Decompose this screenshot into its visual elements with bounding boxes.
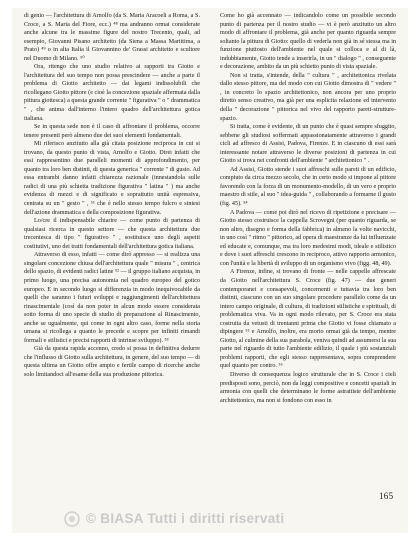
document-page bbox=[12, 8, 408, 533]
paragraph: Se in questa sede non è il caso di affrontare il problema, occorre tenere presenti però almeno due dei suoi elementi fondamentali. bbox=[24, 124, 200, 139]
paragraph: di genio — l'architettura di Arnolfo (da S. Maria Aracoeli a Roma, a S. Croce, a S. Maria del Fiore, ecc.) ⁴⁸ ma andranno ormai considerate anche alcune tra le massime figure del nostro Trecento, quali, ad esempio, Giovanni Pisano architetto (da Siena a Massa Marittima, a Prato) ⁴⁹ o in alta Italia il Giovannino de' Grassi architetto e scultore nel Duomo di Milano. ⁵⁰ bbox=[24, 13, 200, 62]
paragraph: Diverso di consequenza logico strutturale che in S. Croce i cieli predisposti sono, perciò, non da leggi compositive e concetti spaziali in armonia con quelli che determinano le forme astrattiste dell'ambiente architettonico, ma non si fondono con esso in bbox=[220, 371, 396, 404]
right-column bbox=[220, 12, 396, 405]
paragraph: Si tratta, come è evidente, di un punto che è quasi sempre sfuggito, sebbene gli studiosi soffermati appassionatamente attraverso i grandi cicli ad affresco di Assisi, Padova, Firenze. E in ciascuno di essi sarà interessante notare attraverso le diverse posizioni di partenza in cui Giotto si trova nei confronti dell'ambiente " architettonico " . bbox=[220, 124, 396, 165]
paragraph: Attraverso di esso, infatti — come dirò appresso — si realizza una singolare concezione chiusa dell'architettura quale " misura " , centrica dello spazio, di evidenti radici latine ⁵² — il gruppo italiano acquista, in primo luogo, una precisa autonomia nel quadro europeo del gotico europeo. E in secondo luogo si differenzia in modo inequivocabile da quelli che saranno i futuri sviluppi e raggiungimenti dell'architettura rinascimentale (così da non poter in alcun modo essere considerata sotto forma di uno specie di studio di preparazione al Rinascimento, anche se ugualmente, qui come in ogni altro caso, forme nella storia umana si ricollega a quanto le precede e scopre per infiniti rimandi formali e stilistici e precisi rapporti di intrinse sviluppo). ⁵³ bbox=[24, 252, 200, 344]
paragraph: Mi riferisco anzitutto alla già citata posizione reciproca in cui si trovano, da questo punto di vista, Arnolfo e Giotto. Direi infatti che essi rappresentino due paralleli momenti di approfondimento, per quanto tra loro ben distinti, di questa generica " corrente " di gusto. Ad essa entrambi danno infatti chiarezza razionale (innestandola sulle radici di una più schietta tradizione figurativa " latina " ) ma anche evidenza di mezzi e di significato e soprattutto unità espressiva, centrata su un " gesto " , ⁵¹ che è nello stesso tempo fulcro e sintesi dell'azione drammatica e della composizione figurativa. bbox=[24, 141, 200, 216]
paragraph: Ad Assisi, Giotto stende i suoi affreschi sulle pareti di un edificio, compiuto da circa mezzo secolo, che in certo modo si impone al pittore favorendo con la forza di un monumento-modello, di un vero e proprio maestro di stile, al suo " idea-guida " , collaborando a formarne il gusto (fig. 45). ⁵⁴ bbox=[220, 166, 396, 208]
paragraph: Lo/cre il indispensabile chiarire — come punto di partenza di qualsiasi ricerca in questo settore — che questa architettura due trecentesca di tipo " figurativo " , sostituisce uno degli aspetti costitutivi, uno dei tratti fondamentali dell'architettura gotica italiana. bbox=[24, 218, 200, 250]
paragraph: A Firenze, infine, si trovano di fronte — nelle cappelle affrescate da Giotto nell'architettura S. Croce (fig. 47) — due generi contemporanei e consapevoli, concernenti e tuttavia tra loro ben distinti, ciascuno con un suo singolare procedere parallelo come da un intero campo originale, di cultura, di tradizioni stilistiche e spirituali, di problematica viva. Va in ogni modo rilevato, per S. Croce era stata costruita da vetusti di trentanni prima che Giotto vi fosse chiamato a dipingere ⁵⁵ e Arnolfo, inoltre, era morto ormai già da tempo, mentre Giotto, al culmine della sua parabola, veniva quindi ad assumersi la sua parte nel riguardo di tutto l'ambiente edilizio, il quale i più sostanziali problemi rapporti, che egli stesso rappresentava, sopra comprendere quel quanto per contro. ⁵⁶ bbox=[220, 269, 396, 370]
library-seal-icon bbox=[64, 511, 80, 527]
left-column bbox=[24, 12, 200, 380]
paragraph: Già da questa rapida accenno, credo si possa in definitiva dedurre che l'influsso di Giotto sulla architettura, in genere, del suo tempo — di questa ultima un Giotto offre ampio e fertile campo di ricerche anche solo limitandoci all'esame della sua produzione pittorica. bbox=[24, 346, 200, 378]
paragraph: Come ho già accennato — indicandolo come un possibile secondo punto di partenza per il nostro studio — vi è però anzitutto un altro modo di affrontare il problema, già anche per quanto riguarda sempre soltanto la pittura di Giotto: quello di vederla non già in sé stessa ma in funzione piuttosto dell'ambiente nel quale si colloca e al di là, indubbiamente, Giotto tende a inserirla, in un " dialogo " , conseguente e decorazione, ambito da un più schietto punto di vista spaziale. bbox=[220, 13, 396, 71]
watermark-text: © BIASA Tutti i diritti riservati bbox=[86, 511, 285, 526]
paragraph: Non si tratta, s'intende, della " cultura " , architettonica rivelata dallo stesso pittore, ma del modo con cui Giotto dimostra di " vedere " , in concreto lo spazio architettonico, non ancora per uno proprio diretto senso creativo, ma già per una esplicita relazione ed intervento della " decorazione " pittorica nel vivo del rapporto pareti-strutture-spazio. bbox=[220, 72, 396, 122]
page-number: 165 bbox=[379, 491, 394, 501]
paragraph: Ora, ritengo che uno studio relativo ai rapporti tra Giotto e l'architettura del suo tempo non possa prescindere — anche a parte il problema di Giotto architetto — dai legami indissolubili che ricollegano Giotto pittore (e cioè la concezione spaziale affermata dalla pittura giottesca) a questa grande corrente " figurativa " o " drammatica " , che anima dall'interno l'intero quadro dell'architettura gotica italiana. bbox=[24, 64, 200, 122]
paragraph: A Padova — come poi dirò nel ricevo di ripetizione e precisare — Giotto stesso costruisce la cappella Scrovegni (per quanto riguarda, se non altro, disegno e forma della fabbrica) in almeno la volte navicchi, in uno così " ritmo " pittorico, ad opera di maestranze da lui influenzate ed educate e, comunque, ma tra loro medesimi modi, ideale e stilistico e dove i suoi affreschi crescono in reciproco, attivo rapporto armonico, con l'unità e la libertà di sviluppo di un organismo vivo (figg. 48, 49). bbox=[220, 209, 396, 267]
watermark-footer bbox=[0, 509, 420, 533]
